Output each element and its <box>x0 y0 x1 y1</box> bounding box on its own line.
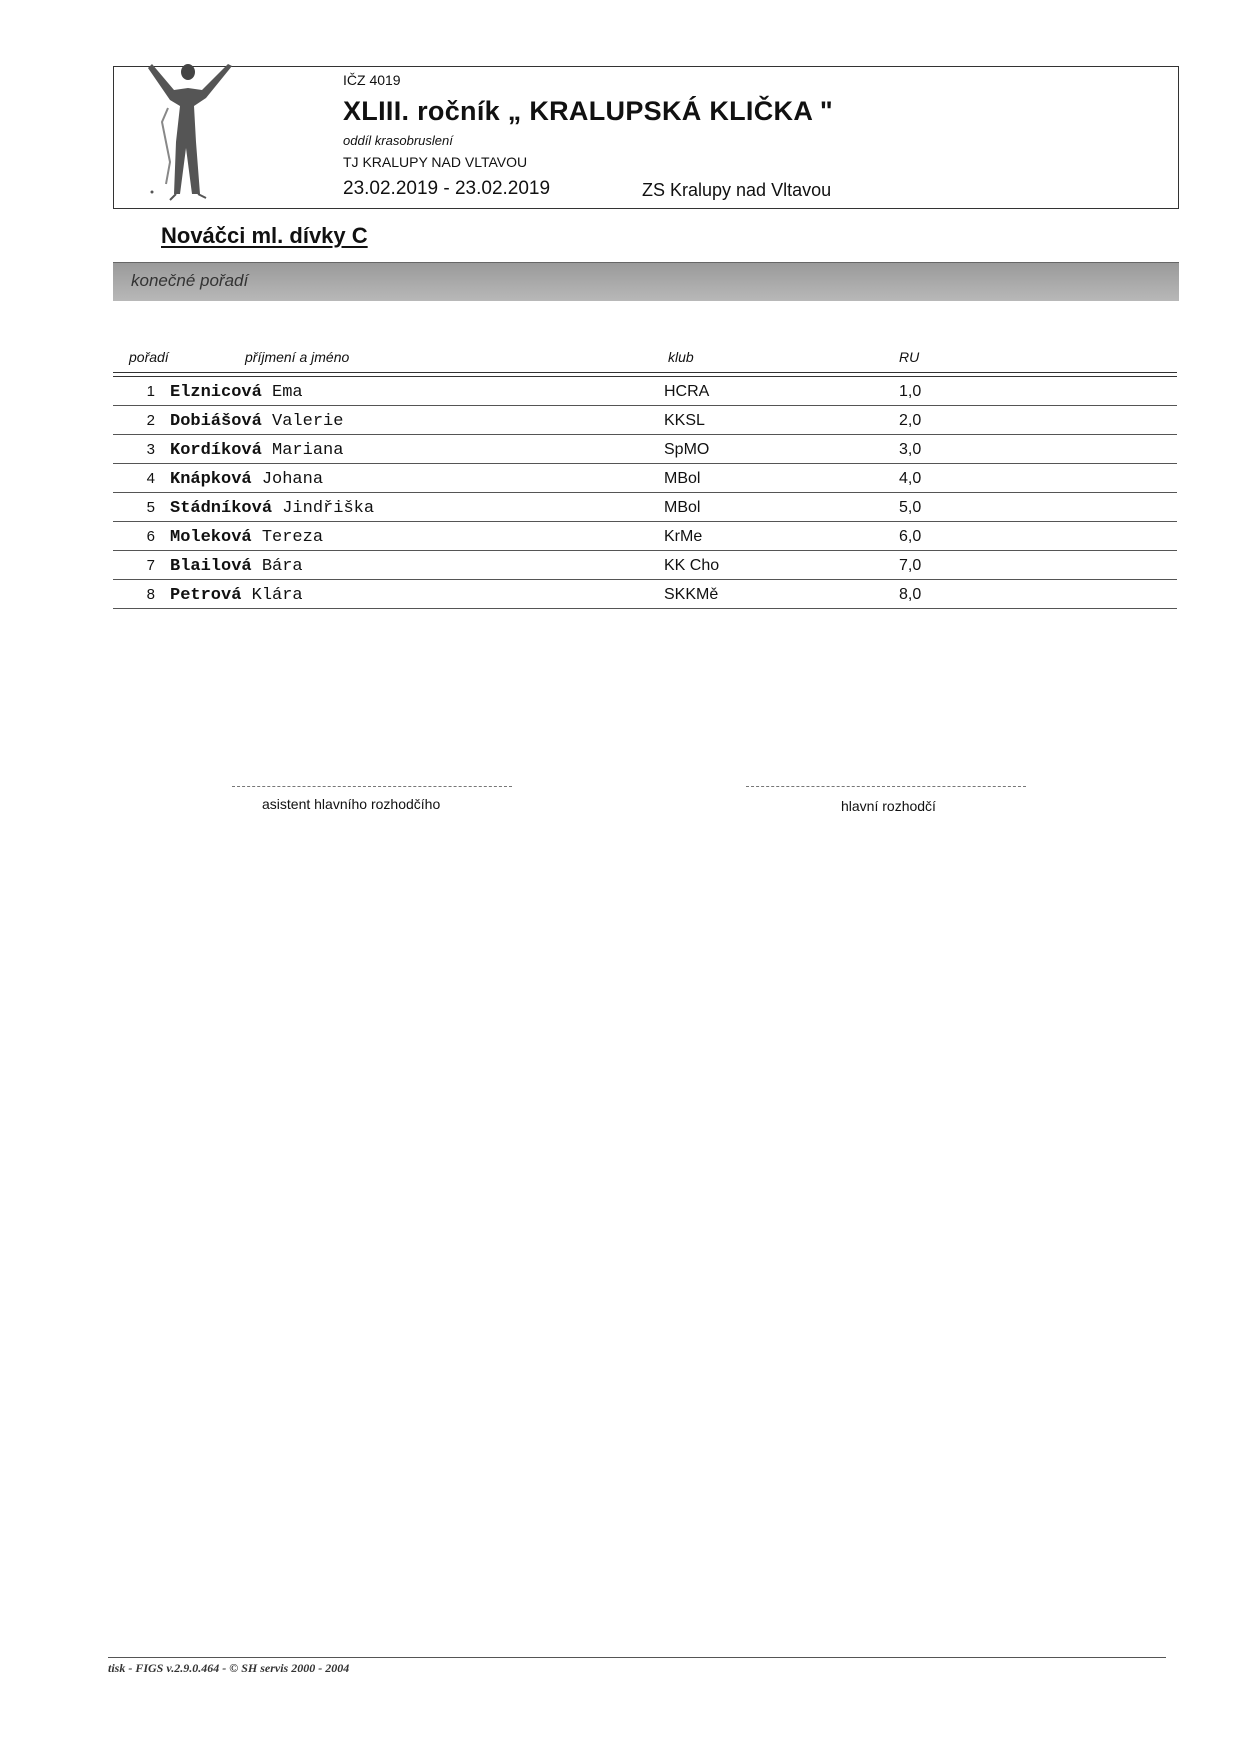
surname: Knápková <box>170 470 252 489</box>
ru-cell: 4,0 <box>899 470 922 487</box>
rank-cell: 8 <box>146 586 155 603</box>
table-row <box>113 435 1177 464</box>
rank-cell: 4 <box>146 470 155 487</box>
name-cell <box>170 586 303 605</box>
col-name-header: příjmení a jméno <box>245 349 350 365</box>
rank-cell: 2 <box>146 412 155 429</box>
ru-cell: 3,0 <box>899 441 922 458</box>
surname: Moleková <box>170 528 252 547</box>
event-title: XLIII. ročník „ KRALUPSKÁ KLIČKA " <box>343 96 834 126</box>
name-cell <box>170 441 343 460</box>
rank-cell: 5 <box>146 499 155 516</box>
signature-label-left: asistent hlavního rozhodčího <box>262 796 441 812</box>
club-cell: KK Cho <box>664 557 720 574</box>
firstname: Ema <box>272 383 303 402</box>
col-club-header: klub <box>668 349 694 365</box>
firstname: Valerie <box>272 412 344 431</box>
results-table <box>113 348 1177 609</box>
surname: Stádníková <box>170 499 273 518</box>
club-cell: KrMe <box>664 528 703 545</box>
firstname: Bára <box>261 557 303 576</box>
firstname: Mariana <box>272 441 344 460</box>
club-cell: MBol <box>664 470 701 487</box>
signature-line-left <box>232 786 512 787</box>
footer-rule <box>108 1657 1166 1658</box>
club-cell: KKSL <box>664 412 705 429</box>
name-cell <box>170 412 343 431</box>
surname: Blailová <box>170 557 252 576</box>
table-row <box>113 580 1177 609</box>
surname: Dobiášová <box>170 412 262 431</box>
surname: Elznicová <box>170 383 262 402</box>
club-cell: SKKMě <box>664 586 719 603</box>
name-cell <box>170 499 374 518</box>
name-cell <box>170 528 323 547</box>
firstname: Jindřiška <box>282 499 375 518</box>
result-label: konečné pořadí <box>131 271 249 290</box>
table-row <box>113 377 1177 406</box>
name-cell <box>170 383 303 402</box>
event-venue: ZS Kralupy nad Vltavou <box>642 180 832 200</box>
table-row <box>113 406 1177 435</box>
table-row <box>113 464 1177 493</box>
table-row <box>113 522 1177 551</box>
rank-cell: 1 <box>146 383 155 400</box>
event-dates: 23.02.2019 - 23.02.2019 <box>343 178 551 199</box>
organizer-club: TJ KRALUPY NAD VLTAVOU <box>343 154 528 170</box>
name-cell <box>170 557 303 576</box>
club-cell: SpMO <box>664 441 710 458</box>
firstname: Klára <box>251 586 303 605</box>
event-subtitle: oddíl krasobruslení <box>343 133 453 148</box>
firstname: Johana <box>261 470 324 489</box>
table-row <box>113 493 1177 522</box>
table-body <box>113 377 1177 609</box>
club-cell: HCRA <box>664 383 710 400</box>
ru-cell: 2,0 <box>899 412 922 429</box>
ru-cell: 6,0 <box>899 528 922 545</box>
table-row <box>113 551 1177 580</box>
firstname: Tereza <box>261 528 324 547</box>
name-cell <box>170 470 323 489</box>
skater-logo-icon <box>140 62 240 202</box>
icz-code: IČZ 4019 <box>343 72 401 88</box>
surname: Petrová <box>170 586 242 605</box>
club-cell: MBol <box>664 499 701 516</box>
rank-cell: 3 <box>146 441 155 458</box>
footer-text: tisk - FIGS v.2.9.0.464 - © SH servis 2000 - 2004 <box>108 1661 350 1675</box>
category-title: Nováčci ml. dívky C <box>161 223 368 248</box>
col-rank-header: pořadí <box>129 349 169 365</box>
col-ru-header: RU <box>899 349 920 365</box>
ru-cell: 5,0 <box>899 499 922 516</box>
rank-cell: 7 <box>146 557 155 574</box>
ru-cell: 8,0 <box>899 586 922 603</box>
surname: Kordíková <box>170 441 262 460</box>
rank-cell: 6 <box>146 528 155 545</box>
result-band <box>113 262 1179 301</box>
table-header <box>113 348 1177 372</box>
ru-cell: 7,0 <box>899 557 922 574</box>
signature-line-right <box>746 786 1026 787</box>
signature-label-right: hlavní rozhodčí <box>841 798 936 814</box>
ru-cell: 1,0 <box>899 383 922 400</box>
